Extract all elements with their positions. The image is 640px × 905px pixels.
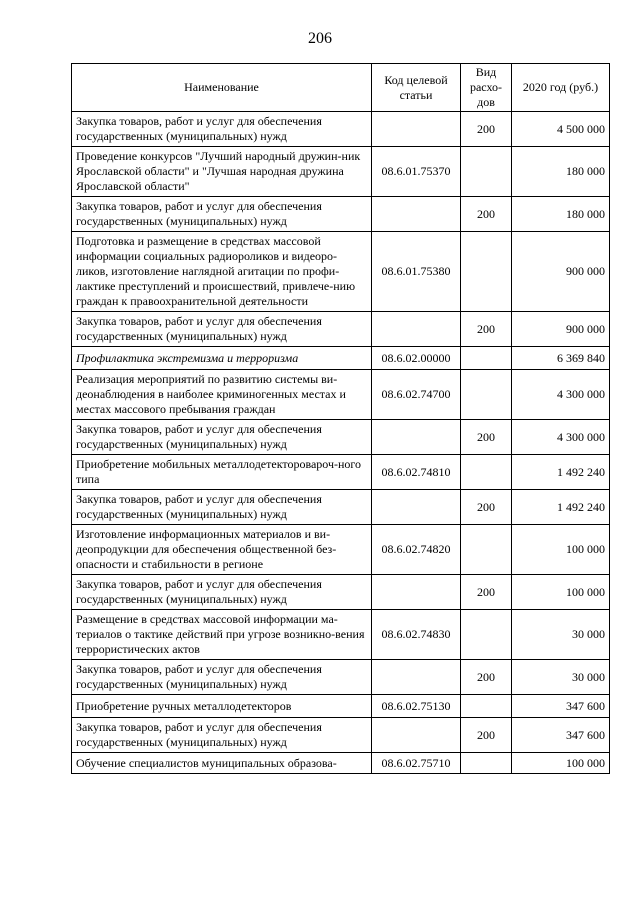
row-code [372, 312, 461, 347]
row-amount: 900 000 [512, 232, 610, 312]
row-code [372, 490, 461, 525]
row-name: Закупка товаров, работ и услуг для обеспечения государственных (муниципальных) нужд [72, 718, 372, 753]
table-row [72, 525, 610, 575]
row-name: Закупка товаров, работ и услуг для обеспечения государственных (муниципальных) нужд [72, 312, 372, 347]
row-code [372, 718, 461, 753]
row-name: Закупка товаров, работ и услуг для обеспечения государственных (муниципальных) нужд [72, 420, 372, 455]
table-row [72, 420, 610, 455]
row-kind [461, 753, 512, 774]
table-row [72, 718, 610, 753]
row-amount: 900 000 [512, 312, 610, 347]
row-code: 08.6.02.74700 [372, 370, 461, 420]
row-kind [461, 347, 512, 370]
header-amount: 2020 год (руб.) [512, 64, 610, 112]
row-name: Изготовление информационных материалов и ви-деопродукции для обеспечения общественной без-опасности и стабильности в регионе [72, 525, 372, 575]
row-kind [461, 370, 512, 420]
row-kind: 200 [461, 490, 512, 525]
row-code [372, 197, 461, 232]
table-row [72, 112, 610, 147]
row-amount: 100 000 [512, 525, 610, 575]
header-code: Код целевой статьи [372, 64, 461, 112]
row-name: Реализация мероприятий по развитию системы ви-деонаблюдения в наиболее криминогенных местах и местах массового пребывания граждан [72, 370, 372, 420]
row-kind: 200 [461, 420, 512, 455]
page-number: 206 [308, 30, 332, 47]
table-row [72, 312, 610, 347]
row-name: Проведение конкурсов "Лучший народный дружин-ник Ярославской области" и "Лучшая народная дружина Ярославской области" [72, 147, 372, 197]
table-row [72, 753, 610, 774]
row-name: Закупка товаров, работ и услуг для обеспечения государственных (муниципальных) нужд [72, 197, 372, 232]
row-amount: 4 300 000 [512, 420, 610, 455]
row-amount: 4 300 000 [512, 370, 610, 420]
row-name: Приобретение мобильных металлодетекторовароч-ного типа [72, 455, 372, 490]
table-row [72, 197, 610, 232]
table-row [72, 490, 610, 525]
row-name: Размещение в средствах массовой информации ма-териалов о тактике действий при угрозе возникно-вения террористических актов [72, 610, 372, 660]
table-row [72, 455, 610, 490]
row-kind: 200 [461, 112, 512, 147]
row-amount: 1 492 240 [512, 455, 610, 490]
table-row [72, 147, 610, 197]
row-code: 08.6.02.00000 [372, 347, 461, 370]
table-row [72, 695, 610, 718]
table-row [72, 370, 610, 420]
table-row [72, 660, 610, 695]
table-row [72, 232, 610, 312]
row-amount: 180 000 [512, 197, 610, 232]
table-row [72, 347, 610, 370]
row-kind: 200 [461, 575, 512, 610]
row-amount: 100 000 [512, 753, 610, 774]
row-kind: 200 [461, 718, 512, 753]
row-name: Закупка товаров, работ и услуг для обеспечения государственных (муниципальных) нужд [72, 575, 372, 610]
row-amount: 347 600 [512, 695, 610, 718]
table-row [72, 610, 610, 660]
row-name: Подготовка и размещение в средствах массовой информации социальных радиороликов и видеоро-ликов, изготовление наглядной агитации по профи-лактике преступлений и происшествий, привлече-нию граждан к правоохранительной деятельности [72, 232, 372, 312]
row-kind: 200 [461, 197, 512, 232]
row-code [372, 660, 461, 695]
row-amount: 6 369 840 [512, 347, 610, 370]
header-kind: Вид расхо-дов [461, 64, 512, 112]
row-amount: 347 600 [512, 718, 610, 753]
row-name: Профилактика экстремизма и терроризма [72, 347, 372, 370]
row-kind [461, 695, 512, 718]
row-amount: 180 000 [512, 147, 610, 197]
row-name: Приобретение ручных металлодетекторов [72, 695, 372, 718]
row-kind [461, 610, 512, 660]
row-code: 08.6.02.75710 [372, 753, 461, 774]
table-header-row [72, 64, 610, 112]
row-amount: 30 000 [512, 610, 610, 660]
row-amount: 1 492 240 [512, 490, 610, 525]
row-kind: 200 [461, 312, 512, 347]
row-amount: 4 500 000 [512, 112, 610, 147]
row-code [372, 575, 461, 610]
row-amount: 100 000 [512, 575, 610, 610]
row-kind [461, 525, 512, 575]
header-name: Наименование [72, 64, 372, 112]
row-code: 08.6.02.74820 [372, 525, 461, 575]
row-name: Обучение специалистов муниципальных образова- [72, 753, 372, 774]
row-amount: 30 000 [512, 660, 610, 695]
table-row [72, 575, 610, 610]
row-code [372, 112, 461, 147]
row-code: 08.6.01.75380 [372, 232, 461, 312]
row-kind [461, 455, 512, 490]
row-name: Закупка товаров, работ и услуг для обеспечения государственных (муниципальных) нужд [72, 490, 372, 525]
row-kind [461, 232, 512, 312]
row-code: 08.6.02.74810 [372, 455, 461, 490]
row-name: Закупка товаров, работ и услуг для обеспечения государственных (муниципальных) нужд [72, 660, 372, 695]
row-kind [461, 147, 512, 197]
budget-table [71, 63, 610, 774]
row-code: 08.6.01.75370 [372, 147, 461, 197]
row-code: 08.6.02.75130 [372, 695, 461, 718]
row-kind: 200 [461, 660, 512, 695]
row-code: 08.6.02.74830 [372, 610, 461, 660]
row-name: Закупка товаров, работ и услуг для обеспечения государственных (муниципальных) нужд [72, 112, 372, 147]
row-code [372, 420, 461, 455]
